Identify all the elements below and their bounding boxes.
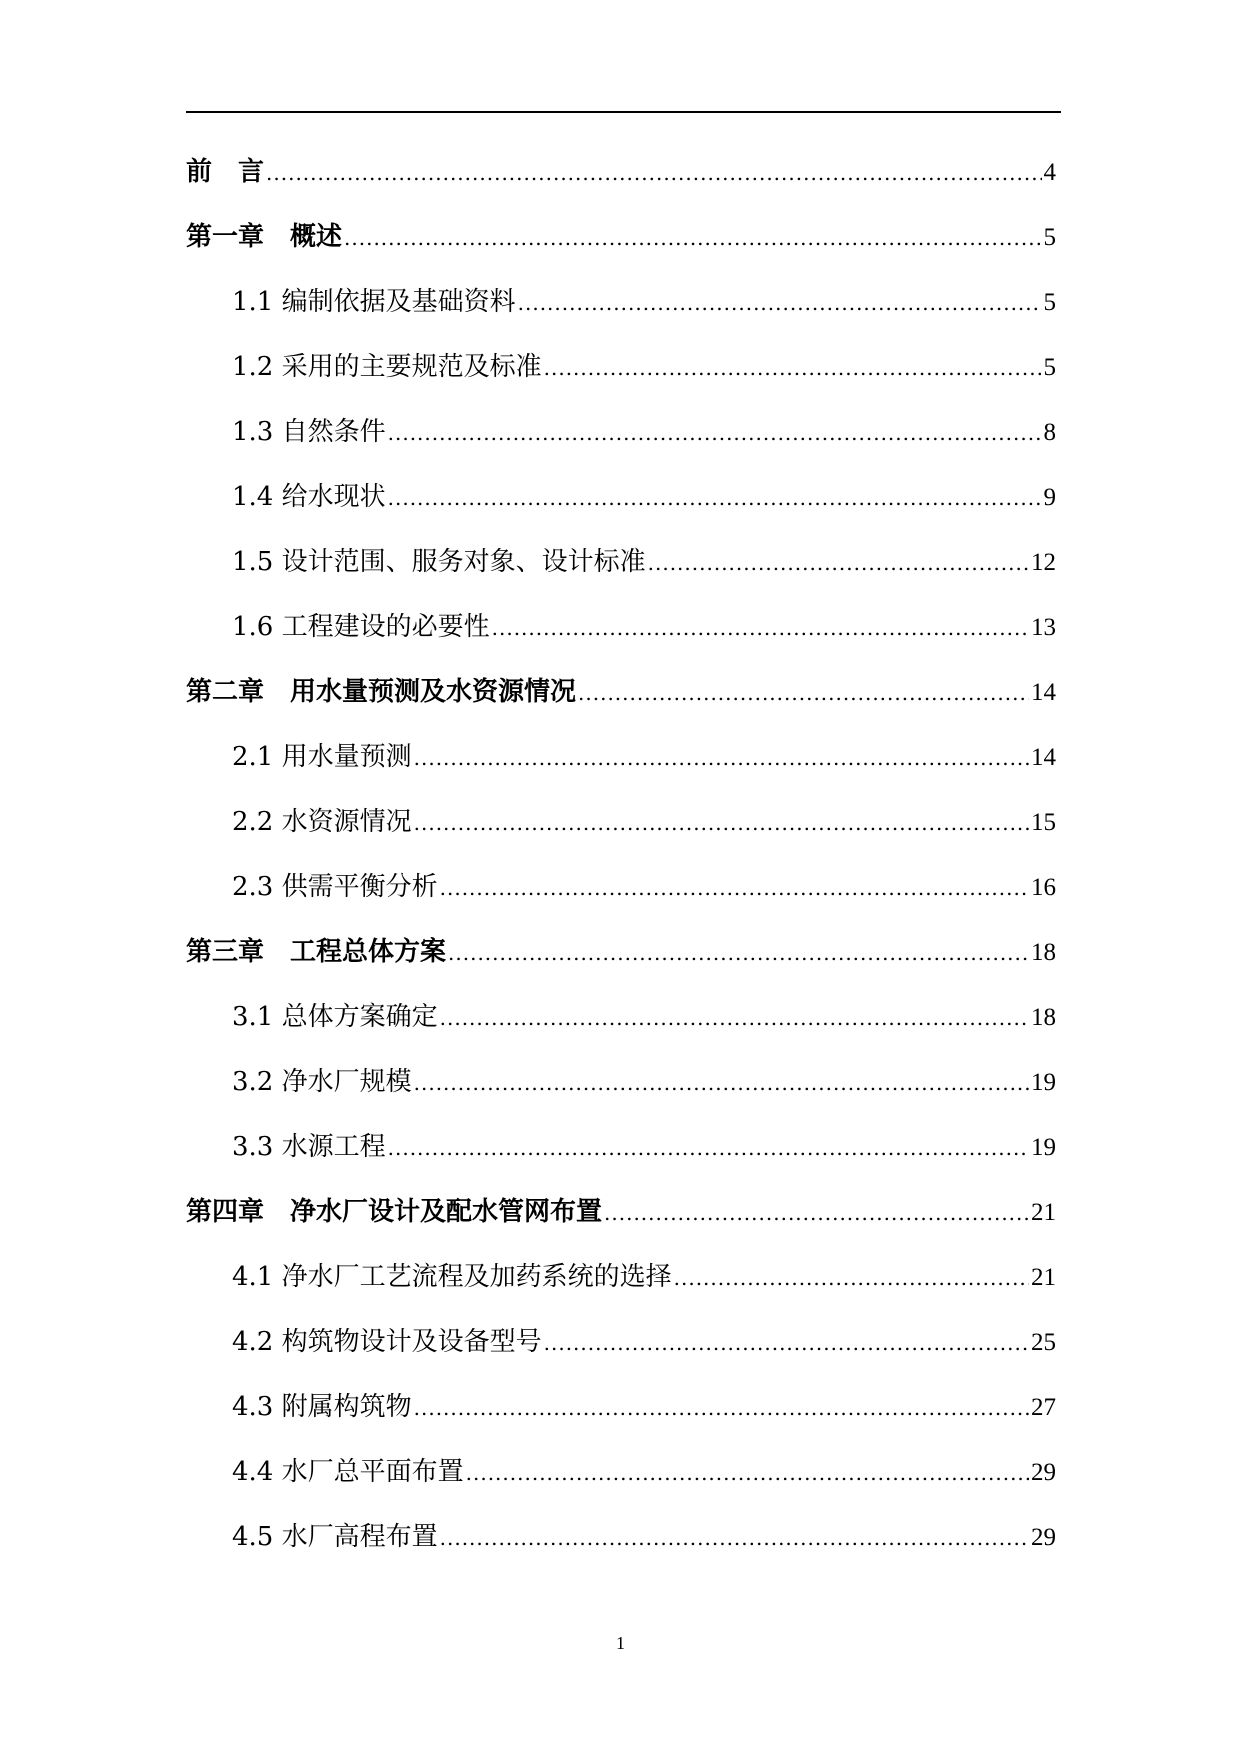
toc-entry-page: 4	[1043, 159, 1056, 186]
toc-entry-page: 25	[1031, 1329, 1056, 1356]
toc-entry-page: 21	[1031, 1199, 1056, 1226]
toc-dot-leader	[414, 1392, 1029, 1424]
toc-entry-chapter-4[interactable]	[186, 1196, 1056, 1261]
toc-entry-title: 4.3 附属构筑物	[232, 1392, 412, 1422]
toc-entry-page: 18	[1031, 939, 1056, 966]
toc-entry-title: 1.4 给水现状	[232, 482, 386, 512]
toc-dot-leader	[544, 1327, 1029, 1359]
toc-entry-section-2-1[interactable]	[186, 741, 1056, 806]
toc-entry-page: 27	[1031, 1394, 1056, 1421]
toc-entry-page: 5	[1043, 224, 1056, 251]
toc-entry-section-3-2[interactable]	[186, 1066, 1056, 1131]
toc-dot-leader	[518, 287, 1042, 319]
toc-entry-page: 14	[1031, 744, 1056, 771]
toc-dot-leader	[388, 482, 1042, 514]
toc-dot-leader	[266, 157, 1041, 189]
toc-entry-title: 前 言	[186, 157, 265, 187]
toc-entry-title: 1.5 设计范围、服务对象、设计标准	[232, 547, 646, 577]
toc-dot-leader	[440, 1522, 1029, 1554]
toc-entry-page: 19	[1031, 1134, 1056, 1161]
toc-entry-section-3-1[interactable]	[186, 1001, 1056, 1066]
toc-entry-page: 19	[1031, 1069, 1056, 1096]
toc-dot-leader	[414, 1067, 1029, 1099]
toc-dot-leader	[344, 222, 1041, 254]
toc-dot-leader	[388, 417, 1042, 449]
toc-entry-title: 第二章 用水量预测及水资源情况	[186, 677, 577, 707]
toc-entry-section-1-1[interactable]	[186, 286, 1056, 351]
toc-entry-section-1-4[interactable]	[186, 481, 1056, 546]
toc-entry-section-1-5[interactable]	[186, 546, 1056, 611]
toc-entry-section-4-2[interactable]	[186, 1326, 1056, 1391]
toc-entry-chapter-3[interactable]	[186, 936, 1056, 1001]
toc-entry-section-2-3[interactable]	[186, 871, 1056, 936]
toc-dot-leader	[492, 612, 1029, 644]
toc-entry-title: 3.2 净水厂规模	[232, 1067, 412, 1097]
toc-entry-section-1-3[interactable]	[186, 416, 1056, 481]
toc-entry-title: 2.3 供需平衡分析	[232, 872, 438, 902]
toc-entry-section-4-5[interactable]	[186, 1521, 1056, 1586]
toc-entry-page: 29	[1031, 1459, 1056, 1486]
toc-entry-title: 1.6 工程建设的必要性	[232, 612, 490, 642]
toc-dot-leader	[578, 677, 1029, 709]
toc-dot-leader	[466, 1457, 1029, 1489]
toc-entry-title: 4.4 水厂总平面布置	[232, 1457, 464, 1487]
toc-entry-title: 4.5 水厂高程布置	[232, 1522, 438, 1552]
toc-entry-page: 15	[1031, 809, 1056, 836]
toc-dot-leader	[440, 1002, 1029, 1034]
toc-entry-title: 4.2 构筑物设计及设备型号	[232, 1327, 542, 1357]
toc-dot-leader	[544, 352, 1042, 384]
toc-entry-preface[interactable]	[186, 156, 1056, 221]
toc-dot-leader	[448, 937, 1029, 969]
table-of-contents	[186, 156, 1056, 1586]
toc-entry-title: 3.1 总体方案确定	[232, 1002, 438, 1032]
toc-entry-page: 9	[1043, 484, 1056, 511]
toc-entry-page: 12	[1031, 549, 1056, 576]
toc-entry-title: 1.3 自然条件	[232, 417, 386, 447]
toc-entry-page: 18	[1031, 1004, 1056, 1031]
toc-entry-section-4-4[interactable]	[186, 1456, 1056, 1521]
toc-entry-title: 2.2 水资源情况	[232, 807, 412, 837]
toc-entry-page: 5	[1043, 354, 1056, 381]
toc-entry-section-2-2[interactable]	[186, 806, 1056, 871]
toc-entry-title: 1.1 编制依据及基础资料	[232, 287, 516, 317]
toc-entry-title: 3.3 水源工程	[232, 1132, 386, 1162]
toc-entry-page: 13	[1031, 614, 1056, 641]
toc-entry-title: 4.1 净水厂工艺流程及加药系统的选择	[232, 1262, 672, 1292]
toc-entry-title: 第三章 工程总体方案	[186, 937, 447, 967]
toc-entry-page: 14	[1031, 679, 1056, 706]
toc-entry-page: 29	[1031, 1524, 1056, 1551]
toc-entry-section-4-3[interactable]	[186, 1391, 1056, 1456]
toc-entry-chapter-2[interactable]	[186, 676, 1056, 741]
header-rule	[186, 111, 1061, 113]
toc-dot-leader	[414, 742, 1029, 774]
toc-entry-page: 16	[1031, 874, 1056, 901]
toc-dot-leader	[674, 1262, 1029, 1294]
toc-entry-page: 21	[1031, 1264, 1056, 1291]
toc-dot-leader	[604, 1197, 1029, 1229]
toc-entry-page: 5	[1043, 289, 1056, 316]
toc-dot-leader	[648, 547, 1029, 579]
toc-entry-chapter-1[interactable]	[186, 221, 1056, 286]
toc-entry-title: 1.2 采用的主要规范及标准	[232, 352, 542, 382]
toc-entry-section-1-2[interactable]	[186, 351, 1056, 416]
toc-entry-title: 第一章 概述	[186, 222, 343, 252]
toc-entry-title: 2.1 用水量预测	[232, 742, 412, 772]
toc-dot-leader	[414, 807, 1029, 839]
toc-entry-section-4-1[interactable]	[186, 1261, 1056, 1326]
toc-dot-leader	[388, 1132, 1029, 1164]
toc-entry-title: 第四章 净水厂设计及配水管网布置	[186, 1197, 603, 1227]
page-number: 1	[616, 1633, 625, 1653]
toc-entry-section-3-3[interactable]	[186, 1131, 1056, 1196]
toc-dot-leader	[440, 872, 1029, 904]
toc-entry-page: 8	[1043, 419, 1056, 446]
toc-entry-section-1-6[interactable]	[186, 611, 1056, 676]
